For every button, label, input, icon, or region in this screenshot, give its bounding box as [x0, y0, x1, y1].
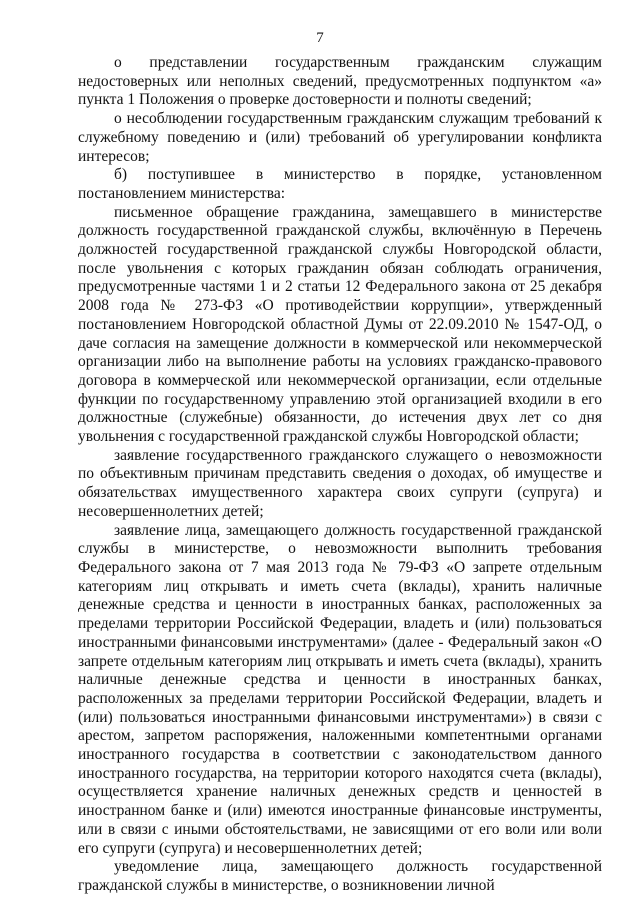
paragraph-noncompliance: о несоблюдении государственным гражданским служащим требований к служебному поведению и (или) требований об урегулировании конфликта интересов; — [78, 110, 602, 165]
paragraph-item-b: б) поступившее в министерство в порядке, установленном постановлением министерства: — [78, 166, 602, 202]
paragraph-false-information: о представлении государственным гражданским служащим недостоверных или неполных сведений, предусмотренных подпунктом «а» пункта 1 Положения о проверке достоверности и полноты сведений; — [78, 54, 602, 109]
paragraph-statement-foreign-accounts: заявление лица, замещающего должность государственной гражданской службы в министерстве, о невозможности выполнить требования Федерального закона от 7 мая 2013 года № 79-ФЗ «О запрете отдельным категориям лиц открывать и иметь счета (вклады), хранить наличные денежные средства и ценности в иностранных банках, расположенных за пределами территории Российской Федерации, владеть и (или) пользоваться иностранными финансовыми инструментами» (далее - Федеральный закон «О запрете отдельным категориям лиц открывать и иметь счета (вклады), хранить наличные денежные средства и ценности в иностранных банках, расположенных за пределами территории Российской Федерации, владеть и (или) пользоваться иностранными финансовыми инструментами») в связи с арестом, запретом распоряжения, наложенными компетентными органами иностранного государства в соответствии с законодательством данного иностранного государства, на территории которого находятся счета (вклады), осуществляется хранение наличных денежных средств и ценностей в иностранном банке и (или) имеются иностранные финансовые инструменты, или в связи с иными обстоятельствами, не зависящими от его воли или воли его супруги (супруга) и несовершеннолетних детей; — [78, 521, 602, 857]
document-body — [78, 54, 602, 896]
paragraph-notification: уведомление лица, замещающего должность государственной гражданской службы в министерстве, о возникновении личной — [78, 858, 602, 894]
page-number: 7 — [316, 30, 324, 46]
paragraph-statement-income: заявление государственного гражданского служащего о невозможности по объективным причинам представить сведения о доходах, об имуществе и обязательствах имущественного характера своих супруги (супруга) и несовершеннолетних детей; — [78, 446, 602, 520]
paragraph-written-appeal: письменное обращение гражданина, замещавшего в министерстве должность государственной гражданской службы, включённую в Перечень должностей государственной гражданской службы Новгородской области, после увольнения с которых гражданин обязан соблюдать ограничения, предусмотренные частями 1 и 2 статьи 12 Федерального закона от 25 декабря 2008 года № 273-ФЗ «О противодействии коррупции», утвержденный постановлением Новгородской областной Думы от 22.09.2010 № 1547-ОД, о даче согласия на замещение должности в коммерческой или некоммерческой организации либо на выполнение работы на условиях гражданско-правового договора в коммерческой или некоммерческой организации, если отдельные функции по государственному управлению этой организацией входили в его должностные (служебные) обязанности, до истечения двух лет со дня увольнения с государственной гражданской службы Новгородской области; — [78, 203, 602, 446]
